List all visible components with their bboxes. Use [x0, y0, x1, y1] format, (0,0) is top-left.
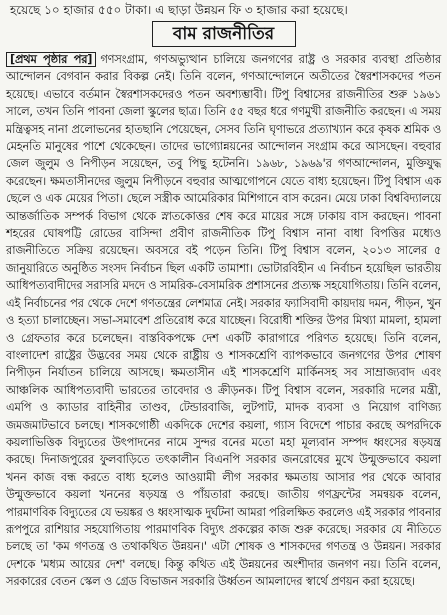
article-body	[6, 51, 441, 591]
article-body-text: গণসংগ্রাম, গণঅভ্যুত্থান চালিয়ে জনগণের রাষ্ট্র ও সরকার ব্যবস্থা প্রতিষ্ঠার আন্দোলন বেগবান করার বিকল্প নেই। তিনি বলেন, গণআন্দোলনে অতীতের স্বৈরশাসকদের পতন হয়েছে। এভাবে বর্তমান স্বৈরশাসকদেরও পতন অবশ্যম্ভাবী। টিপু বিশ্বাসের রাজনীতির শুরু ১৯৬১ সালে, তখন তিনি পাবনা জেলা স্কুলের ছাত্র। তিনি ৫৫ বছর ধরে গণমুখী রাজনীতি করছেন। এ সময় মন্ত্রিত্বসহ নানা প্রলোভনের হাতছানি পেয়েছেন, সেসব তিনি ঘৃণাভরে প্রত্যাখ্যান করে কৃষক শ্রমিক ও মেহনতি মানুষের পাশে থেকেছেন। তাদের ভাগ্যোন্নয়নের আন্দোলন সংগ্রাম করে আসছেন। বহুবার জেল জুলুম ও নিপীড়ন সয়েছেন, তবু পিছু হটেননি। ১৯৬৮, ১৯৬৯'র গণআন্দোলন, মুক্তিযুদ্ধ করেছেন। ক্ষমতাসীনদের জুলুম নিপীড়নে বহুবার আত্মগোপনে যেতে বাধ্য হয়েছেন। টিপু বিশ্বাস এক ছেলে ও এক মেয়ের পিতা। ছেলে সস্ত্রীক আমেরিকার মিশিগানে বাস করেন। মেয়ে ঢাকা বিশ্ববিদ্যালয়ে আন্তর্জাতিক সম্পর্ক বিভাগ থেকে স্নাতকোত্তর শেষ করে মায়ের সঙ্গে ঢাকায় বাস করছেন। পাবনা শহরের ঘোষপট্টি রোডের বাসিন্দা প্রবীণ রাজনীতিক টিপু বিশ্বাস নানা বাধা বিপত্তির মধ্যেও রাজনীতিতে সক্রিয় রয়েছেন। অবসরে বই পড়েন তিনি। টিপু বিশ্বাস বলেন, ২০১৩ সালের ৫ জানুয়ারিতে অনুষ্ঠিত সংসদ নির্বাচন ছিল একটি তামাশা। ভোটারবিহীন এ নির্বাচন হয়েছিল ভারতীয় আধিপত্যবাদীদের সরাসরি মদদে ও সামরিক-বেসামরিক প্রশাসনের প্রত্যক্ষ সহযোগিতায়। তিনি বলেন, এই নির্বাচনের পর থেকে দেশে গণতন্ত্রের লেশমাত্র নেই। সরকার ফ্যাসিবাদী কায়দায় দমন, পীড়ন, খুন ও হত্যা চালাচ্ছেন। সভা-সমাবেশ প্রতিরোধ করে যাচ্ছেন। বিরোধী শক্তির উপর মিথ্যা মামলা, হামলা ও গ্রেফতার করে চলেছেন। বাস্তবিকপক্ষে দেশ একটি কারাগারে পরিণত হয়েছে। তিনি বলেন, বাংলাদেশ রাষ্ট্রের উদ্ভবের সময় থেকে রাষ্ট্রীয় ও শাসকশ্রেণি ব্যাপকভাবে জনগণের উপর শোষণ নিপীড়ন নির্যাতন চালিয়ে আসছে। ক্ষমতাসীন এই শাসকশ্রেণি মার্কিনসহ সব সাম্রাজ্যবাদ এবং আঞ্চলিক আধিপত্যবাদী ভারতের তাবেদার ও ক্রীড়নক। টিপু বিশ্বাস বলেন, সরকারি দলের মন্ত্রী, এমপি ও ক্যাডার বাহিনীর তাণ্ডব, টেন্ডারবাজি, লুটপাট, মাদক ব্যবসা ও নিয়োগ বাণিজ্য জমজমাটভাবে চলছে। শাসকগোষ্ঠী একদিকে দেশের কয়লা, গ্যাস বিদেশে পাচার করছে অপরদিকে কয়লাভিত্তিক বিদ্যুতের উৎপাদনের নামে সুন্দর বনের মতো মহা মূল্যবান সম্পদ ধ্বংসের ষড়যন্ত্র করছে। দিনাজপুরের ফুলবাড়িতে তৎকালীন বিএনপি সরকার জনরোষের মুখে উন্মুক্তভাবে কয়লা খনন কাজ বন্ধ করতে বাধ্য হলেও আওয়ামী লীগ সরকার ক্ষমতায় আসার পর থেকে আবার উন্মুক্তভাবে কয়লা খননের ষড়যন্ত্র ও পাঁয়তারা করছে। জাতীয় গণফ্রন্টের সমন্বয়ক বলেন, পারমাণবিক বিদ্যুতের যে ভয়ঙ্কর ও ধ্বংসাত্মক দুর্ঘটনা আমরা পরিলক্ষিত করলেও এই সরকার পাবনার রূপপুরে রাশিয়ার সহযোগিতায় পারমাণবিক বিদ্যুৎ প্রকল্পের কাজ শুরু করেছে। সরকার যে নীতিতে চলছে তা 'কম গণতন্ত্র ও তথাকথিত উন্নয়ন।' এটা শোষক ও শাসকদের গণতন্ত্র ও উন্নয়ন। সরকার দেশকে 'মধ্যম আয়ের দেশ' বলছে। কিন্তু কথিত এই উন্নয়নের অংশীদার জনগণ নয়। তিনি বলেন, সরকারের বেতন স্কেল ও গ্রেড বিভাজন সরকারি উর্ধ্বতন আমলাদের স্বার্থে প্রণয়ন করা হয়েছে।	[6, 53, 441, 589]
headline: বাম রাজনীতির	[152, 21, 296, 47]
preceding-article-tail: হয়েছে ১০ হাজার ৫৫০ টাকা। এ ছাড়া উন্নয়ন ফি ৩ হাজার করা হয়েছে।	[10, 3, 348, 17]
continued-label: [প্রথম পৃষ্ঠার পর]	[6, 52, 96, 67]
